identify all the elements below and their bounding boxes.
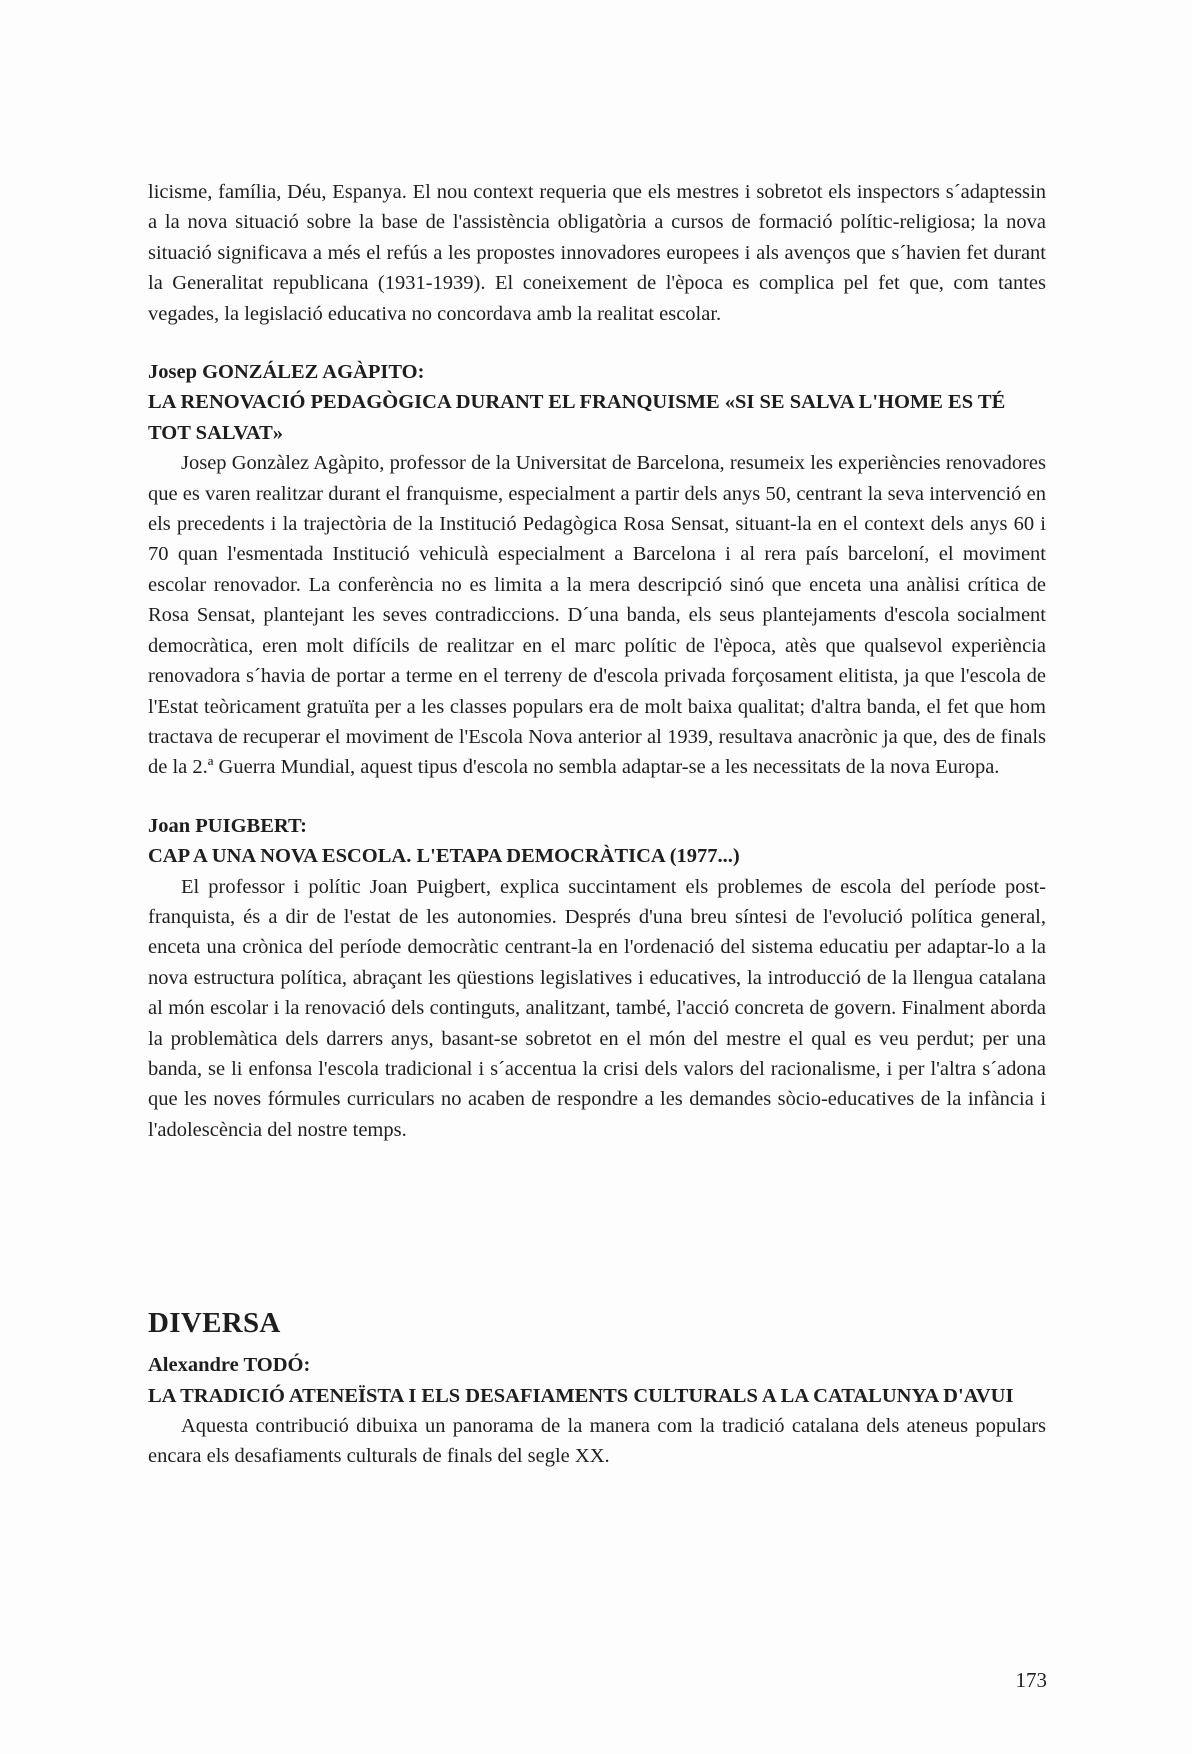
section-title: CAP A UNA NOVA ESCOLA. L'ETAPA DEMOCRÀTICA (1977...) bbox=[148, 845, 740, 868]
section-title: LA RENOVACIÓ PEDAGÒGICA DURANT EL FRANQUISME «SI SE SALVA L'HOME ES TÉ TOT SALVAT» bbox=[148, 391, 1006, 444]
section-title: LA TRADICIÓ ATENEÏSTA I ELS DESAFIAMENTS CULTURALS A LA CATALUNYA D'AVUI bbox=[148, 1384, 1014, 1407]
section-puigbert bbox=[148, 811, 1046, 1145]
page-number: 173 bbox=[1015, 1668, 1047, 1692]
section-body: Josep Gonzàlez Agàpito, professor de la Universitat de Barcelona, resumeix les experiències renovadores que es varen realitzar durant el franquisme, especialment a partir dels anys 50, centrant la seva intervenció en els precedents i la trajectòria de la Institució Pedagògica Rosa Sensat, situant-la en el context dels anys 60 i 70 quan l'esmentada Institució vehiculà especialment a Barcelona i al rera país barceloní, el moviment escolar renovador. La conferència no es limita a la mera descripció sinó que enceta una anàlisi crítica de Rosa Sensat, plantejant les seves contradiccions. D´una banda, els seus plantejaments d'escola socialment democràtica, eren molt difícils de realitzar en el marc polític de l'època, atès que qualsevol experiència renovadora s´havia de portar a terme en el terreny de d'escola privada forçosament elitista, ja que l'escola de l'Estat teòricament gratuïta per a les classes populars era de molt baixa qualitat; d'altra banda, el fet que hom tractava de recuperar el moviment de l'Escola Nova anterior al 1939, resultava anacrònic ja que, des de finals de la 2.ª Guerra Mundial, aquest tipus d'escola no sembla adaptar-se a les necessitats de la nova Europa. bbox=[148, 452, 1046, 779]
section-body: El professor i polític Joan Puigbert, explica succintament els problemes de escola del període post-franquista, és a dir de l'estat de les autonomies. Després d'una breu síntesi de l'evolució política general, enceta una crònica del període democràtic centrant-la en l'ordenació del sistema educatiu per adaptar-lo a la nova estructura política, abraçant les qüestions legislatives i educatives, la introducció de la llengua catalana al món escolar i la renovació dels continguts, analitzant, també, l'acció concreta de govern. Finalment aborda la problemàtica dels darrers anys, basant-se sobretot en el món del mestre el qual es veu perdut; per una banda, se li enfonsa l'escola tradicional i s´accentua la crisi dels valors del racionalisme, i per l'altra s´adona que les noves fórmules curriculars no acaben de respondre a les demandes sòcio-educatives de la infància i l'adolescència del nostre temps. bbox=[148, 875, 1046, 1141]
section-gonzalez-agapito bbox=[148, 357, 1046, 783]
section-diversa bbox=[148, 1305, 1046, 1472]
intro-paragraph: licisme, família, Déu, Espanya. El nou context requeria que els mestres i sobretot els inspectors s´adaptessin a la nova situació sobre la base de l'assistència obligatòria a cursos de formació polític-religiosa; la nova situació significava a més el refús a les propostes innovadores europees i als avenços que s´havien fet durant la Generalitat republicana (1931-1939). El coneixement de l'època es complica pel fet que, com tantes vegades, la legislació educativa no concordava amb la realitat escolar. bbox=[148, 181, 1046, 325]
diversa-heading: DIVERSA bbox=[148, 1307, 281, 1340]
section-author: Josep GONZÁLEZ AGÀPITO: bbox=[148, 361, 425, 384]
section-author: Alexandre TODÓ: bbox=[148, 1354, 311, 1377]
section-author: Joan PUIGBERT: bbox=[148, 814, 307, 837]
page-content bbox=[148, 177, 1046, 1472]
section-body: Aquesta contribució dibuixa un panorama de la manera com la tradició catalana dels ateneus populars encara els desafiaments culturals de finals del segle XX. bbox=[148, 1415, 1046, 1468]
